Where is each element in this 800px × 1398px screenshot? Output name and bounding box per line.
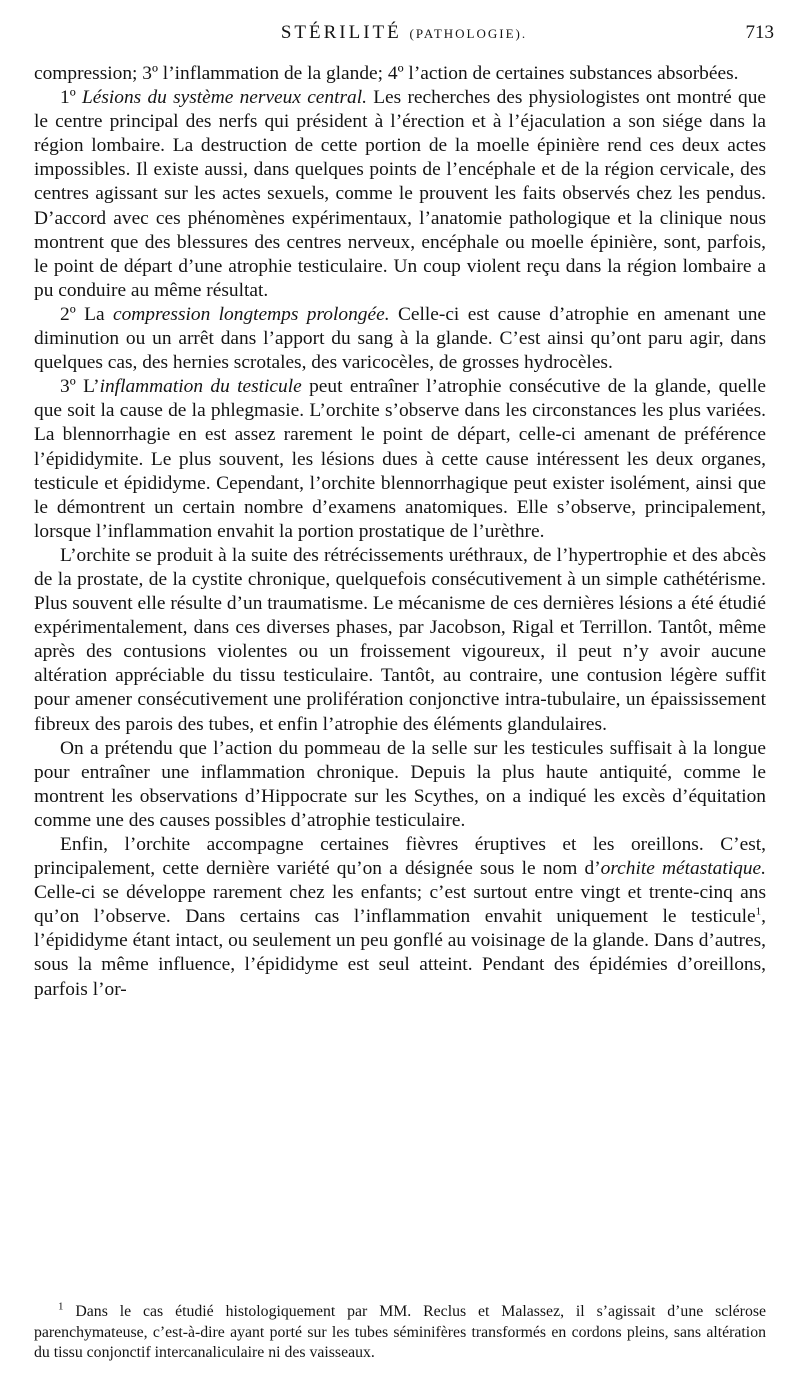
paragraph-compression	[34, 303, 766, 375]
paragraph-body: Celle-ci est cause d’atrophie en amenant une diminution ou un arrêt dans l’apport du sang à la glande. C’est ainsi qu’ont paru agir, dans quelques cas, des hernies scrotales, des varicocèles, de grosses hydrocèles.	[34, 303, 766, 374]
paragraph-orchite-metastatique	[34, 833, 766, 1002]
running-title	[34, 22, 774, 44]
paragraph-lead: Enfin, l’orchite accompagne certaines fièvres éruptives et les oreillons. C’est, principalement, cette dernière variété qu’on a désignée sous le nom d’	[34, 834, 766, 880]
paragraph-continuation: compression; 3º l’inflammation de la glande; 4º l’action de certaines substances absorbées.	[34, 63, 739, 84]
paragraph-inflammation	[34, 375, 766, 544]
paragraph-body: Les recherches des physiologistes ont montré que le centre principal des nerfs qui président à l’érection et à l’éjaculation a son siége dans la région lombaire. La destruction de cette portion de la moelle épinière rend ces deux actes impossibles. Il existe aussi, dans quelques points de l’encéphale et de la région cervicale, des centres agissant sur les actes sexuels, comme le prouvent les faits observés chez les pendus. D’accord avec ces phénomènes expérimentaux, l’anatomie pathologique et la clinique nous montrent que des blessures des centres nerveux, encéphale ou moelle épinière, sont, parfois, le point de départ d’une atrophie testiculaire. Un coup violent reçu dans la région lombaire a pu conduire au même résultat.	[34, 87, 767, 301]
footnote-marker: 1	[58, 1300, 64, 1313]
paragraph-heading-italic: Lésions du système nerveux central.	[81, 87, 367, 109]
footnote-reference[interactable]: 1	[755, 905, 762, 918]
paragraph-body: peut entraîner l’atrophie consécutive de la glande, quelle que soit la cause de la phlegmasie. L’orchite s’observe dans les circonstances les plus variées. La blennorrhagie en est assez rarement le point de départ, celle-ci amenant de préférence l’épididymite. Le plus souvent, les lésions dues à cette cause intéressent les deux organes, testicule et épididyme. Cependant, l’orchite blennorrhagique peut exister isolément, ainsi que le démontrent un certain nombre d’examens anatomiques. Elle s’observe, principalement, lorsque l’inflammation envahit la portion prostatique de l’urèthre.	[34, 376, 766, 542]
paragraph-lesions-nerveuses	[34, 86, 766, 303]
footnote-body: Dans le cas étudié histologiquement par MM. Reclus et Malassez, il s’agissait d’une sclérose parenchymateuse, c’est-à-dire ayant porté sur les tubes séminifères transformés en cordons pleins, sans altération du tissu conjonctif intercanaliculaire ni des vaisseaux.	[34, 1303, 766, 1361]
paragraph-orchite-causes: L’orchite se produit à la suite des rétrécissements uréthraux, de l’hypertrophie et des abcès de la prostate, de la cystite chronique, quelquefois consécutivement à un simple cathétérisme. Plus souvent elle résulte d’un traumatisme. Le mécanisme de ces dernières lésions a été étudié expérimentalement, dans ces diverses phases, par Jacobson, Rigal et Terrillon. Tantôt, même après des contusions violentes ou un froissement vigoureux, il peut n’y avoir aucune altération appréciable du tissu testiculaire. Tantôt, au contraire, une contusion légère suffit pour amener consécutivement une prolifération conjonctive intra-tubulaire, un épaississement fibreux des parois des tubes, et enfin l’atrophie des éléments glandulaires.	[34, 544, 766, 735]
paragraph-heading-italic: compression longtemps prolongée.	[112, 303, 390, 325]
running-title-subtitle: (PATHOLOGIE).	[409, 26, 528, 41]
footnote	[34, 1302, 766, 1364]
paragraph-body: Celle-ci se développe rarement chez les enfants; c’est surtout entre vingt et trente-cinq ans qu’on l’observe. Dans certains cas l’inflammation envahit uniquement le testicule	[34, 882, 766, 928]
body-text	[34, 62, 766, 1002]
paragraph-term-italic: orchite métastatique.	[600, 858, 766, 880]
paragraph-lead: 3º L’	[60, 376, 100, 398]
paragraph-equitation: On a prétendu que l’action du pommeau de la selle sur les testicules suffisait à la longue pour entraîner une inflammation chronique. Depuis la plus haute antiquité, comme le montrent les observations d’Hippocrate sur les Scythes, on a indiqué les excès d’équitation comme une des causes possibles d’atrophie testiculaire.	[34, 737, 766, 831]
paragraph-body-end: , l’épididyme étant intact, ou seulement un peu gonflé au voisinage de la glande. Dans d’autres, sous la même influence, l’épididyme est seul atteint. Pendant des épidémies d’oreillons, parfois l’or-	[34, 906, 766, 1000]
paragraph-lead: 2º La	[60, 303, 113, 325]
paragraph-lead: 1º	[60, 87, 82, 109]
footnote-text	[34, 1302, 766, 1364]
running-header	[34, 22, 774, 52]
paragraph-heading-italic: inflammation du testicule	[99, 376, 302, 398]
page-number: 713	[745, 22, 774, 43]
running-title-main: STÉRILITÉ	[280, 22, 402, 43]
